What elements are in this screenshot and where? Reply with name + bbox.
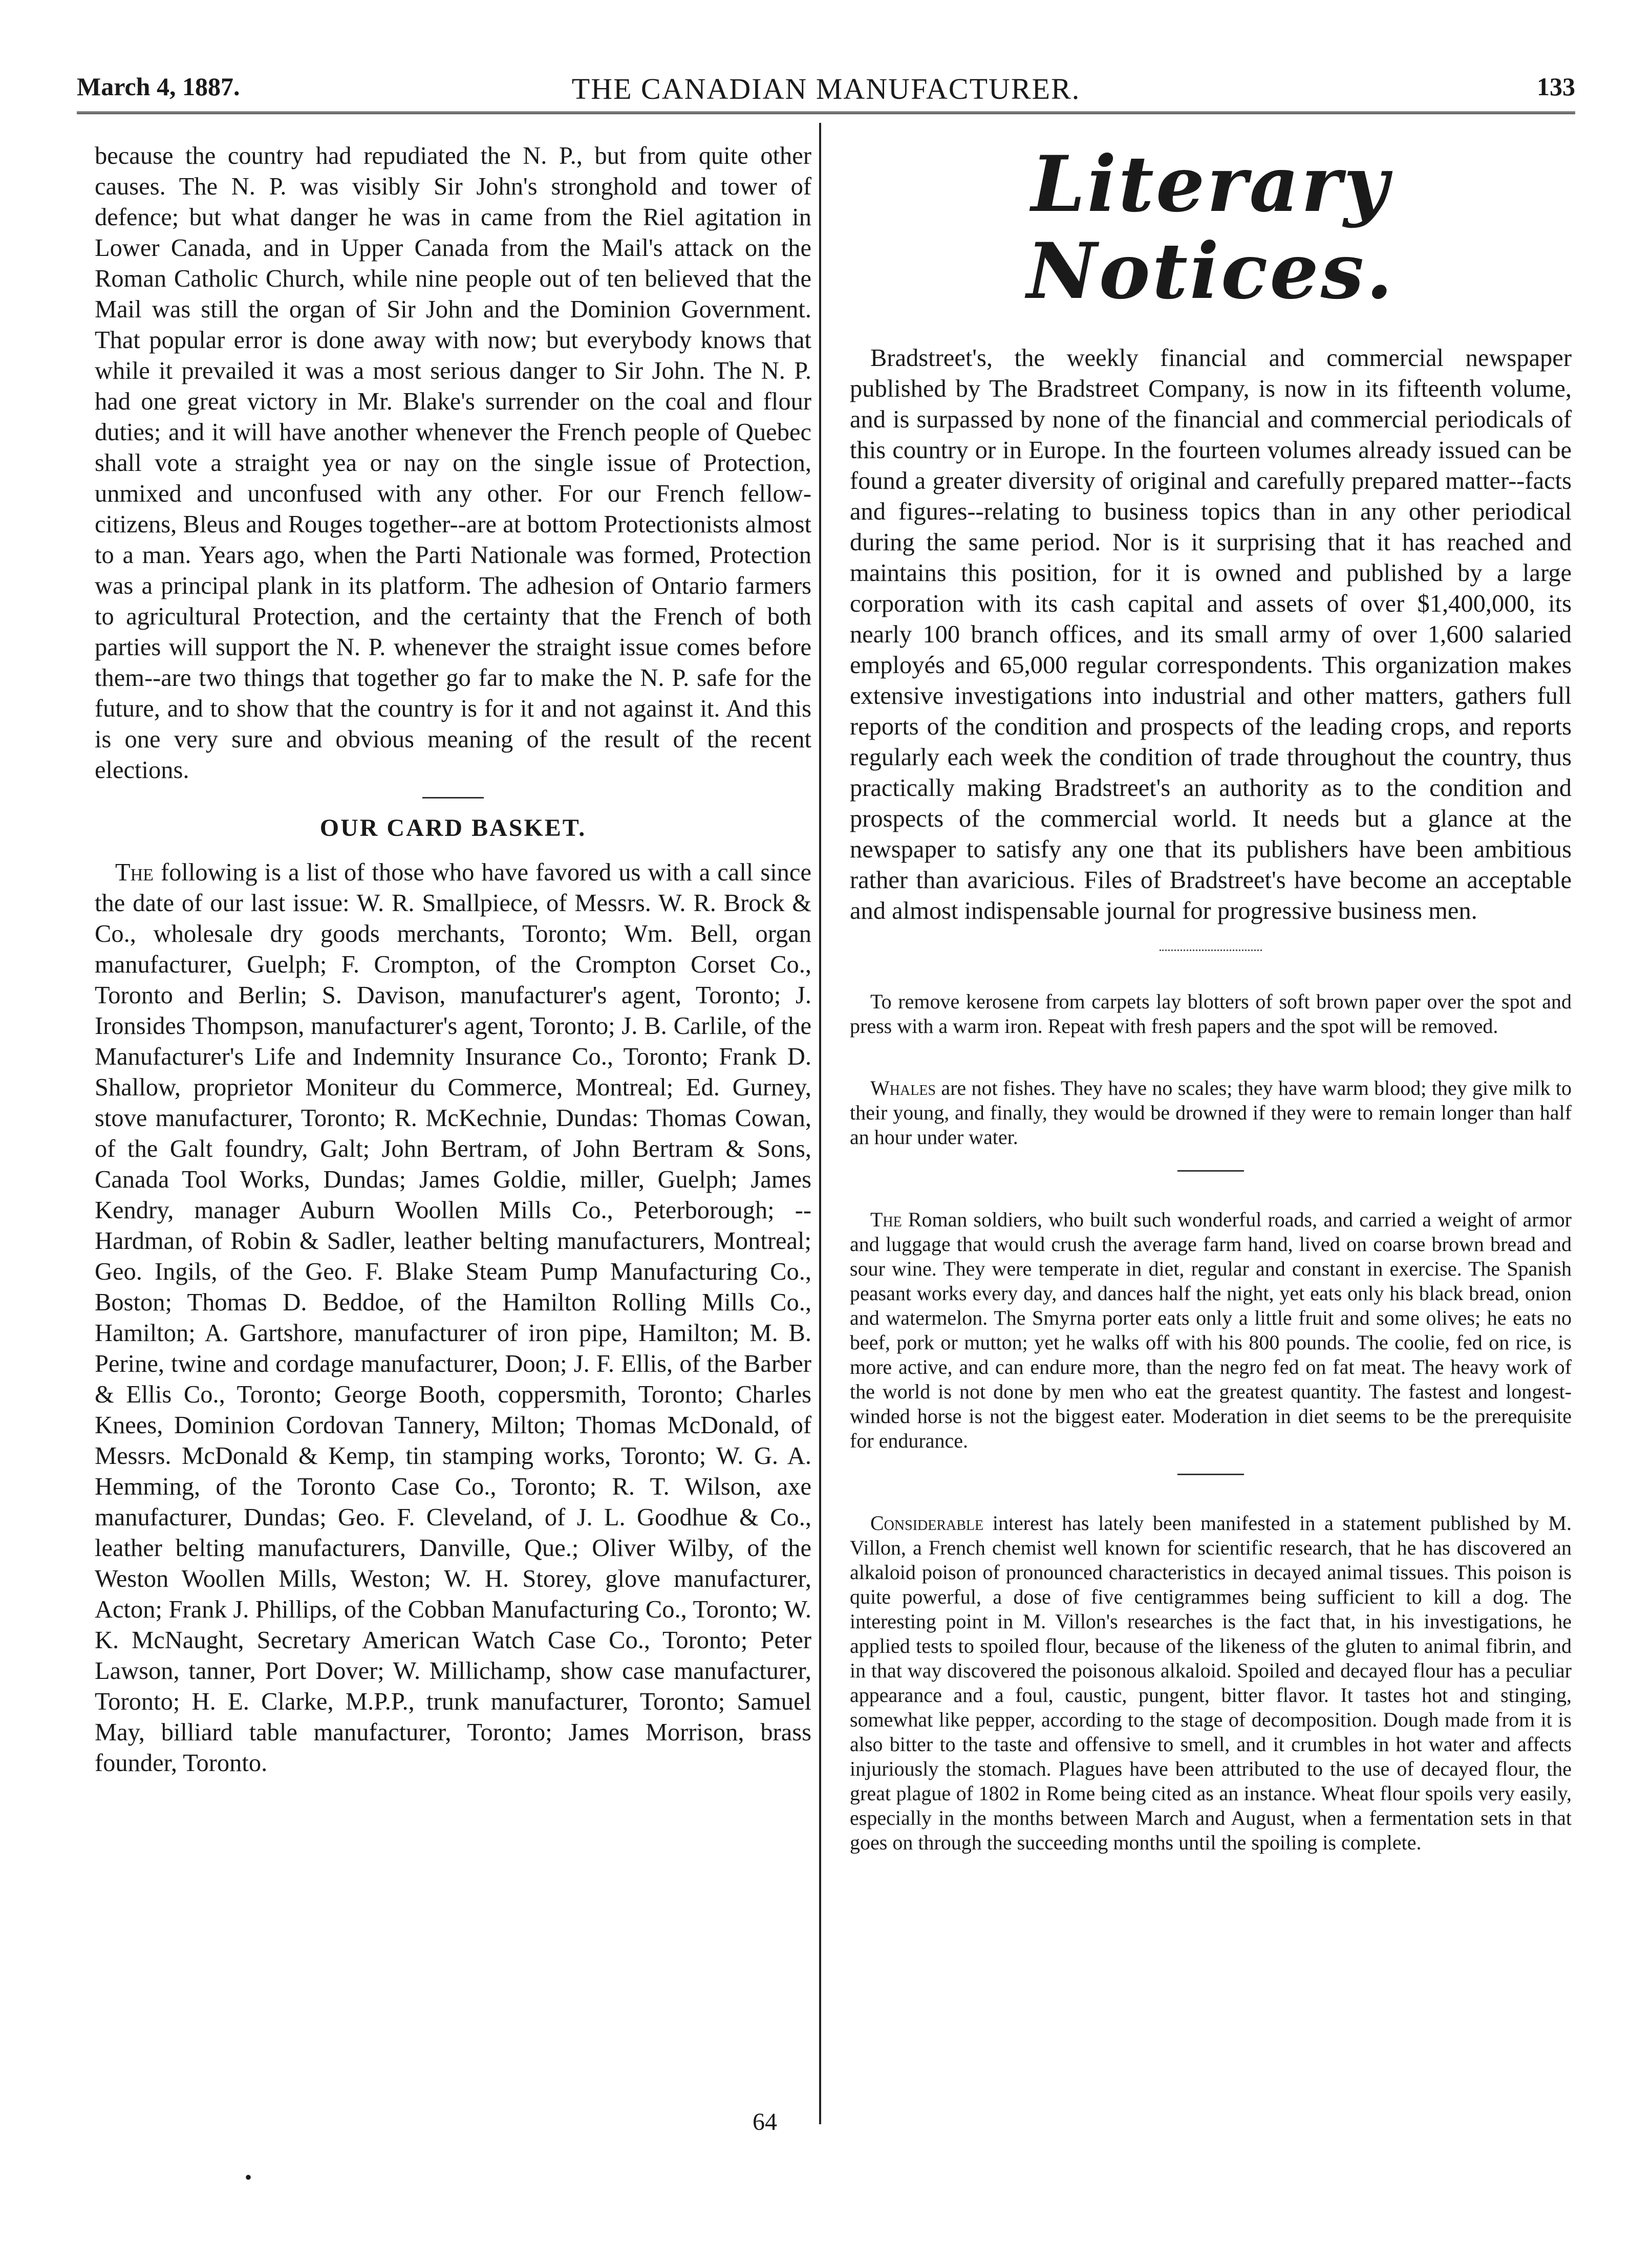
note-divider (1177, 1170, 1244, 1172)
footer-mark: • (245, 2166, 252, 2189)
right-column (850, 141, 1572, 1855)
roman-text: Roman soldiers, who built such wonderful roads, and carried a weight of armor and luggage that would crush the average farm hand, lived on coarse brown bread and sour wine. They were temperate in diet, regular and constant in exercise. The Spanish peasant works every day, and dances half the night, yet eats only his black bread, onion and watermelon. The Smyrna porter eats only a little fruit and some olives; he eats no beef, pork or mutton; yet he walks off with his 800 pounds. The coolie, fed on rice, is more active, and can endure more, than the negro fed on fat meat. The heavy work of the world is not done by men who eat the greatest quantity. The fastest and longest-winded horse is not the biggest eater. Moderation in diet seems to be the prerequisite for endurance. (850, 1208, 1572, 1452)
villon-lead: Considerable (870, 1512, 984, 1535)
whales-lead: Whales (870, 1076, 936, 1099)
header-rule (77, 112, 1575, 114)
literary-notices-heading: Literary Notices. (1026, 139, 1395, 316)
kerosene-note: To remove kerosene from carpets lay blotters of soft brown paper over the spot and press with a warm iron. Repeat with fresh papers and the spot will be removed. (850, 990, 1572, 1038)
card-basket-lead: The (115, 859, 154, 886)
card-basket-text: following is a list of those who have favored us with a call since the date of our last issue: W. R. Smallpiece, of Messrs. W. R. Brock & Co., wholesale dry goods merchants, Toronto; Wm. Bell, organ manufacturer, Guelph; F. Crompton, of the Crompton Corset Co., Toronto and Berlin; S. Davison, manufacturer's agent, Toronto; J. Ironsides Thompson, manufacturer's agent, Toronto; J. B. Carlile, of the Manufacturer's Life and Indemnity Insurance Co., Toronto; Frank D. Shallow, proprietor Moniteur du Commerce, Montreal; Ed. Gurney, stove manufacturer, Toronto; R. McKechnie, Dundas: Thomas Cowan, of the Galt foundry, Galt; John Bertram, of John Bertram & Sons, Canada Tool Works, Dundas; James Goldie, miller, Guelph; James Kendry, manager Auburn Woollen Mills Co., Peterborough; -- Hardman, of Robin & Sadler, leather belting manufacturers, Montreal; Geo. Ingils, of the Geo. F. Blake Steam Pump Manufacturing Co., Boston; Thomas D. Beddoe, of the Hamilton Rolling Mills Co., Hamilton; A. Gartshore, manufacturer of iron pipe, Hamilton; M. B. Perine, twine and cordage manufacturer, Doon; J. F. Ellis, of the Barber & Ellis Co., Toronto; George Booth, coppersmith, Toronto; Charles Knees, Dominion Cordovan Tannery, Milton; Thomas McDonald, of Messrs. McDonald & Kemp, tin stamping works, Toronto; W. G. A. Hemming, of the Toronto Case Co., Toronto; R. T. Wilson, axe manufacturer, Dundas; Geo. F. Cleveland, of J. L. Goodhue & Co., leather belting manufacturers, Danville, Que.; Oliver Wilby, of the Weston Woollen Mills, Weston; W. H. Storey, glove manufacturer, Acton; Frank J. Phillips, of the Cobban Manufacturing Co., Toronto; W. K. McNaught, Secretary American Watch Case Co., Toronto; Peter Lawson, tanner, Port Dover; W. Millichamp, show case manufacturer, Toronto; H. E. Clarke, M.P.P., trunk manufacturer, Toronto; Samuel May, billiard table manufacturer, Toronto; James Morrison, brass founder, Toronto. (95, 859, 811, 1777)
publication-title: THE CANADIAN MANUFACTURER. (571, 72, 1081, 105)
column-divider (819, 123, 821, 2124)
bradstreets-notice: Bradstreet's, the weekly financial and commercial newspaper published by The Bradstreet Company, is now in its fifteenth volume, and is surpassed by none of the financial and commercial periodicals of this country or in Europe. In the fourteen volumes already issued can be found a greater diversity of original and carefully prepared matter--facts and figures--relating to business topics than in any other periodical during the same period. Nor is it surprising that it has reached and maintains this position, for it is owned and published by a large corporation with its cash capital and assets of over $1,400,000, its nearly 100 branch offices, and its small army of over 1,600 salaried employés and 65,000 regular correspondents. This organization makes extensive investigations into industrial and other matters, gathers full reports of the condition and prospects of the leading crops, and reports regularly each week the condition of trade throughout the country, thus practically making Bradstreet's an authority as to the condition and prospects of the commercial world. It needs but a glance at the newspaper to satisfy any one that its publishers have been ambitious rather than avaricious. Files of Bradstreet's have become an acceptable and almost indispensable journal for progressive business men. (850, 344, 1572, 924)
villon-note (850, 1511, 1572, 1855)
left-column (95, 141, 811, 1779)
page-number: 133 (1537, 72, 1575, 101)
roman-lead: The (870, 1208, 902, 1231)
roman-soldiers-note (850, 1207, 1572, 1453)
section-divider (422, 797, 484, 799)
whales-text: are not fishes. They have no scales; they have warm blood; they give milk to their young, and finally, they would be drowned if they were to remain longer than half an hour under water. (850, 1076, 1572, 1149)
card-basket-heading: OUR CARD BASKET. (319, 814, 587, 842)
page-header (77, 72, 1575, 113)
note-divider (1177, 1474, 1244, 1475)
villon-text: interest has lately been manifested in a statement published by M. Villon, a French chemist well known for scientific research, that he has discovered an alkaloid poison of pronounced characteristics in decayed animal tissues. This poison is quite powerful, a dose of five centigrammes being sufficient to kill a dog. The interesting point in M. Villon's researches is the fact that, in his investigations, he applied tests to spoiled flour, because of the likeness of the gluten to animal fibrin, and in that way discovered the poisonous alkaloid. Spoiled and decayed flour has a peculiar appearance and a foul, caustic, pungent, bitter flavor. It tastes hot and stinging, somewhat like pepper, according to the stage of decomposition. Dough made from it is also bitter to the taste and offensive to smell, and it crumbles in hot water and affects injuriously the stomach. Plagues have been attributed to the use of decayed flour, the great plague of 1802 in Rome being cited as an instance. Wheat flour spoils very easily, especially in the months between March and August, when a fermentation sets in that goes on through the succeeding months until the spoiling is complete. (850, 1512, 1572, 1854)
editorial-paragraph: because the country had repudiated the N. P., but from quite other causes. The N. P. was visibly Sir John's stronghold and tower of defence; but what danger he was in came from the Riel agitation in Lower Canada, and in Upper Canada from the Mail's attack on the Roman Catholic Church, while nine people out of ten believed that the Mail was still the organ of Sir John and the Dominion Government. That popular error is done away with now; but everybody knows that while it prevailed it was a most serious danger to Sir John. The N. P. had one great victory in Mr. Blake's surrender on the coal and flour duties; and it will have another whenever the French people of Quebec shall vote a straight yea or nay on the single issue of Protection, unmixed and unconfused with any other. For our French fellow-citizens, Bleus and Rouges together--are at bottom Protectionists almost to a man. Years ago, when the Parti Nationale was formed, Protection was a principal plank in its platform. The adhesion of Ontario farmers to agricultural Protection, and the certainty that the French of both parties will support the N. P. whenever the straight issue comes before them--are two things that together go far to make the N. P. safe for the future, and to show that the country is for it and not against it. And this is one very sure and obvious meaning of the result of the recent elections. (95, 142, 811, 784)
issue-date: March 4, 1887. (77, 72, 240, 101)
whales-note (850, 1076, 1572, 1150)
folio-number: 64 (753, 2108, 777, 2135)
dotted-divider (1160, 950, 1262, 951)
card-basket-list (95, 857, 811, 1779)
